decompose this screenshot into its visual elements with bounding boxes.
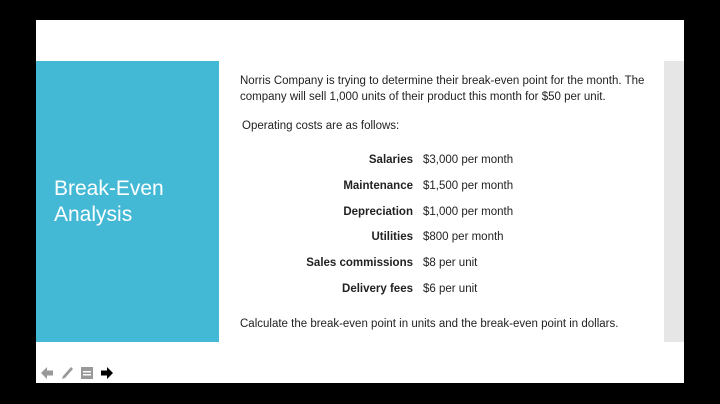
cost-row <box>240 206 660 222</box>
cost-value: $1,000 per month <box>423 206 514 218</box>
slide-title-line2: Analysis <box>54 203 133 226</box>
intro-line: company will sell 1,000 units of their product this month for $50 per unit. <box>240 91 606 103</box>
presentation-toolbar <box>40 366 114 380</box>
task-text: Calculate the break-even point in units and the break-even point in dollars. <box>240 318 619 330</box>
cost-row <box>240 231 660 247</box>
cost-label: Salaries <box>368 154 413 166</box>
slide-menu-icon[interactable] <box>80 366 94 380</box>
cost-row <box>240 154 660 170</box>
arrow-right-icon[interactable] <box>100 366 114 380</box>
cost-value: $6 per unit <box>423 283 478 295</box>
arrow-left-icon[interactable] <box>40 366 54 380</box>
slide <box>36 20 684 383</box>
intro-text <box>240 73 644 105</box>
intro-line: Norris Company is trying to determine their break-even point for the month. The <box>240 75 645 87</box>
cost-label: Maintenance <box>343 180 413 192</box>
side-strip <box>664 61 684 342</box>
slide-title <box>54 176 164 228</box>
cost-label: Delivery fees <box>342 283 413 295</box>
cost-value: $1,500 per month <box>423 180 514 192</box>
cost-value: $3,000 per month <box>423 154 514 166</box>
cost-value: $8 per unit <box>423 257 478 269</box>
pen-icon[interactable] <box>60 366 74 380</box>
costs-heading: Operating costs are as follows: <box>242 120 400 132</box>
cost-row <box>240 180 660 196</box>
title-panel <box>36 61 219 342</box>
cost-row <box>240 257 660 273</box>
cost-label: Sales commissions <box>306 257 413 269</box>
slide-title-line1: Break-Even <box>54 177 164 200</box>
cost-label: Depreciation <box>343 206 413 218</box>
cost-label: Utilities <box>371 231 413 243</box>
cost-value: $800 per month <box>423 231 504 243</box>
cost-row <box>240 283 660 299</box>
